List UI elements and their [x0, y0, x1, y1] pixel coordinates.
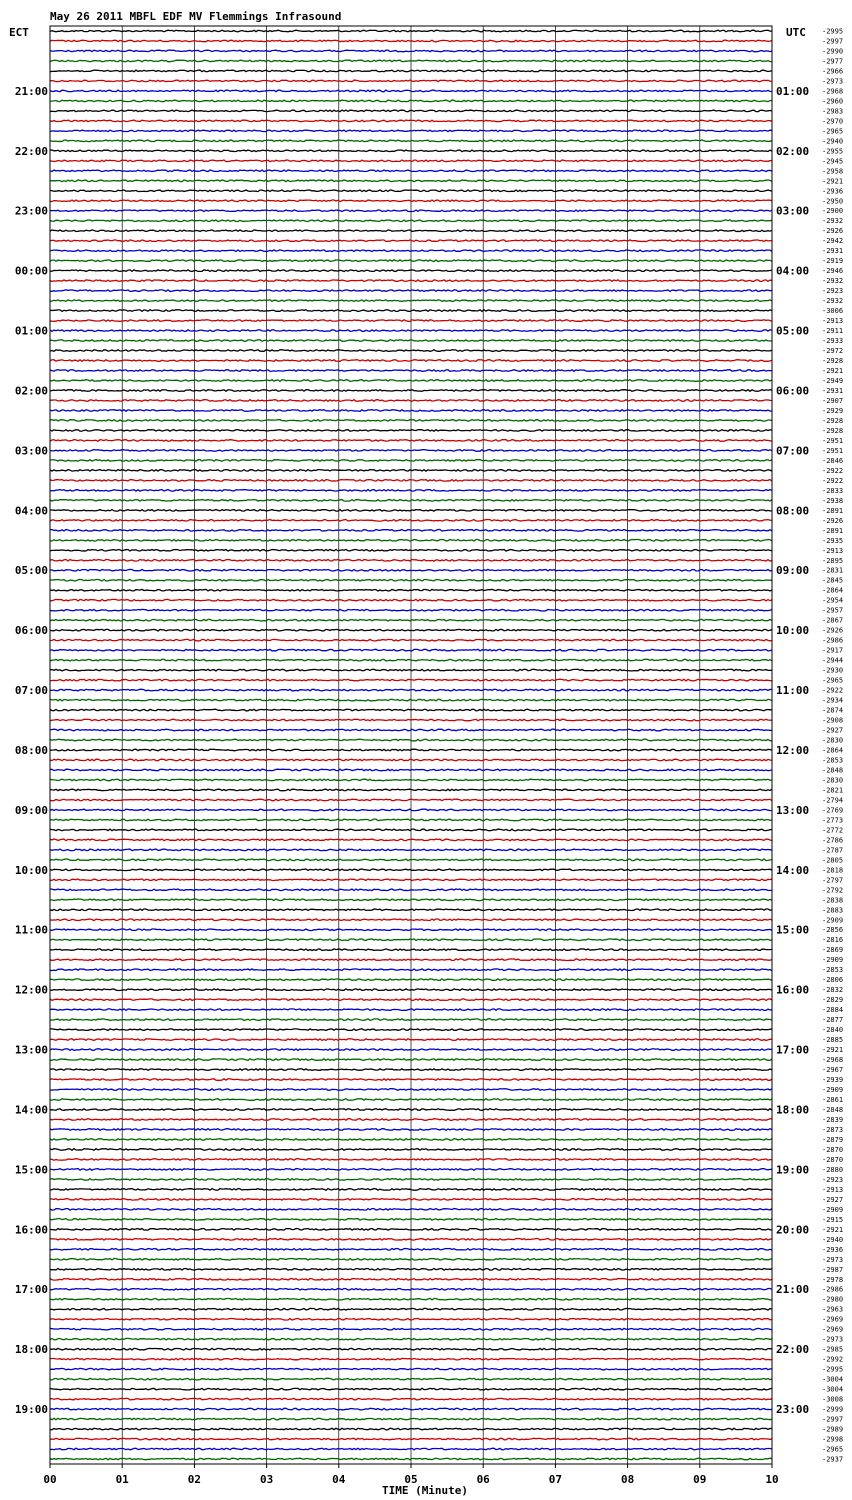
trace-value-label: -2965 — [822, 127, 844, 136]
trace-value-label: -2969 — [822, 1325, 844, 1334]
trace-value-label: -2867 — [822, 616, 844, 625]
trace-line — [50, 490, 772, 492]
trace-value-label: -2922 — [822, 466, 844, 475]
trace-value-label: -2978 — [822, 1275, 844, 1284]
trace-value-label: -2913 — [822, 317, 844, 326]
ect-hour-label: 04:00 — [14, 504, 48, 518]
trace-line — [50, 979, 772, 981]
trace-value-label: -2921 — [822, 367, 844, 376]
trace-value-label: -2877 — [822, 1016, 844, 1025]
trace-value-labels — [822, 27, 843, 1463]
trace-line — [50, 470, 772, 472]
utc-hour-label: 23:00 — [776, 1403, 810, 1417]
trace-value-label: -2936 — [822, 1245, 844, 1254]
utc-hour-label: 17:00 — [776, 1043, 810, 1057]
trace-value-label: -2999 — [822, 1405, 844, 1414]
trace-value-label: -2986 — [822, 636, 844, 645]
utc-hour-label: 01:00 — [776, 84, 810, 98]
trace-value-label: -2839 — [822, 1115, 844, 1124]
trace-line — [50, 320, 772, 322]
trace-value-label: -2853 — [822, 966, 844, 975]
ect-hour-label: 12:00 — [14, 983, 48, 997]
trace-value-label: -2963 — [822, 1305, 844, 1314]
trace-value-label: -2794 — [822, 796, 844, 805]
utc-hour-label: 20:00 — [776, 1223, 810, 1237]
trace-line — [50, 1378, 772, 1380]
trace-line — [50, 1348, 772, 1350]
utc-hour-label: 07:00 — [776, 444, 810, 458]
trace-line — [50, 619, 772, 621]
trace-value-label: -2909 — [822, 916, 844, 925]
trace-value-label: -2966 — [822, 67, 844, 76]
trace-line — [50, 350, 772, 352]
trace-value-label: -3004 — [822, 1375, 844, 1384]
trace-value-label: -3008 — [822, 1395, 844, 1404]
trace-line — [50, 809, 772, 811]
trace-line — [50, 1169, 772, 1171]
trace-value-label: -2931 — [822, 386, 844, 395]
ect-hour-label: 23:00 — [14, 204, 48, 218]
trace-value-label: -2940 — [822, 1235, 844, 1244]
x-tick-label: 06 — [476, 1473, 490, 1486]
trace-value-label: -2927 — [822, 1195, 844, 1204]
trace-line — [50, 1199, 772, 1201]
trace-line — [50, 829, 772, 831]
trace-line — [50, 410, 772, 412]
trace-value-label: -2926 — [822, 227, 844, 236]
trace-value-label: -2829 — [822, 996, 844, 1005]
trace-value-label: -2972 — [822, 347, 844, 356]
trace-value-label: -2997 — [822, 1415, 844, 1424]
trace-value-label: -2926 — [822, 626, 844, 635]
trace-value-label: -2885 — [822, 1036, 844, 1045]
trace-line — [50, 869, 772, 871]
ect-hour-label: 22:00 — [14, 144, 48, 158]
utc-hour-label: 18:00 — [776, 1103, 810, 1117]
utc-hour-label: 21:00 — [776, 1283, 810, 1297]
trace-value-label: -3006 — [822, 307, 844, 316]
trace-value-label: -2922 — [822, 476, 844, 485]
trace-value-label: -2926 — [822, 516, 844, 525]
trace-value-label: -2970 — [822, 117, 844, 126]
utc-hour-label: 15:00 — [776, 923, 810, 937]
trace-value-label: -2949 — [822, 377, 844, 386]
ect-hour-label: 11:00 — [14, 923, 48, 937]
trace-value-label: -2938 — [822, 496, 844, 505]
trace-value-label: -2967 — [822, 1066, 844, 1075]
trace-value-label: -2936 — [822, 187, 844, 196]
trace-value-label: -2973 — [822, 1335, 844, 1344]
trace-value-label: -2919 — [822, 257, 844, 266]
utc-hour-label: 04:00 — [776, 264, 810, 278]
utc-hour-label: 10:00 — [776, 624, 810, 638]
trace-line — [50, 500, 772, 502]
trace-value-label: -2913 — [822, 546, 844, 555]
trace-value-label: -2939 — [822, 1076, 844, 1085]
x-tick-label: 08 — [620, 1473, 635, 1486]
x-tick-label: 03 — [259, 1473, 274, 1486]
trace-line — [50, 1368, 772, 1370]
ect-hour-label: 02:00 — [14, 384, 48, 398]
utc-hour-label: 16:00 — [776, 983, 810, 997]
trace-value-label: -2928 — [822, 426, 844, 435]
trace-value-label: -2997 — [822, 37, 844, 46]
trace-value-label: -2955 — [822, 147, 844, 156]
trace-value-label: -2968 — [822, 1056, 844, 1065]
trace-value-label: -2870 — [822, 1145, 844, 1154]
trace-value-label: -2908 — [822, 716, 844, 725]
trace-value-label: -2930 — [822, 666, 844, 675]
trace-value-label: -2840 — [822, 1026, 844, 1035]
trace-value-label: -2845 — [822, 576, 844, 585]
trace-line — [50, 899, 772, 901]
trace-line — [50, 589, 772, 591]
trace-value-label: -2945 — [822, 157, 844, 166]
x-tick-label: 10 — [765, 1473, 779, 1486]
x-axis-label: TIME (Minute) — [381, 1484, 469, 1497]
trace-value-label: -2848 — [822, 766, 844, 775]
trace-value-label: -2927 — [822, 726, 844, 735]
trace-value-label: -2980 — [822, 1295, 844, 1304]
trace-value-label: -2995 — [822, 27, 844, 36]
ect-hour-label: 10:00 — [14, 863, 48, 877]
trace-value-label: -2806 — [822, 976, 844, 985]
trace-value-label: -2923 — [822, 1175, 844, 1184]
trace-value-label: -2773 — [822, 816, 844, 825]
x-tick-labels — [43, 1464, 778, 1486]
trace-value-label: -2848 — [822, 1105, 844, 1114]
utc-hour-label: 02:00 — [776, 144, 810, 158]
ect-hour-label: 13:00 — [14, 1043, 48, 1057]
trace-value-label: -2869 — [822, 946, 844, 955]
trace-value-label: -2935 — [822, 536, 844, 545]
trace-value-label: -2805 — [822, 856, 844, 865]
x-tick-label: 00 — [43, 1473, 57, 1486]
trace-value-label: -2787 — [822, 846, 844, 855]
trace-line — [50, 30, 772, 32]
ect-hour-label: 15:00 — [14, 1163, 48, 1177]
ect-hour-label: 05:00 — [14, 564, 48, 578]
x-tick-label: 09 — [693, 1473, 707, 1486]
trace-value-label: -2873 — [822, 1125, 844, 1134]
trace-value-label: -2830 — [822, 776, 844, 785]
ect-hour-label: 18:00 — [14, 1343, 48, 1357]
trace-value-label: -2909 — [822, 956, 844, 965]
trace-line — [50, 1249, 772, 1251]
trace-line — [50, 1159, 772, 1161]
chart-title: May 26 2011 MBFL EDF MV Flemmings Infrasound — [50, 10, 342, 23]
trace-line — [50, 949, 772, 951]
trace-value-label: -2909 — [822, 1205, 844, 1214]
x-tick-label: 05 — [404, 1473, 418, 1486]
ect-hour-label: 08:00 — [14, 743, 48, 757]
trace-line — [50, 130, 772, 132]
ect-hour-label: 16:00 — [14, 1223, 48, 1237]
trace-value-label: -2861 — [822, 1096, 844, 1105]
trace-value-label: -2921 — [822, 177, 844, 186]
trace-value-label: -2856 — [822, 926, 844, 935]
trace-value-label: -2995 — [822, 1365, 844, 1374]
trace-value-label: -2870 — [822, 1155, 844, 1164]
trace-value-label: -2821 — [822, 786, 844, 795]
trace-value-label: -2965 — [822, 676, 844, 685]
trace-value-label: -2933 — [822, 337, 844, 346]
trace-value-label: -2832 — [822, 986, 844, 995]
trace-line — [50, 1279, 772, 1281]
trace-value-label: -2891 — [822, 526, 844, 535]
trace-value-label: -2957 — [822, 606, 844, 615]
trace-value-label: -2934 — [822, 696, 844, 705]
trace-value-label: -2965 — [822, 1445, 844, 1454]
trace-value-label: -2880 — [822, 1165, 844, 1174]
trace-value-label: -2909 — [822, 1086, 844, 1095]
trace-value-label: -2922 — [822, 686, 844, 695]
trace-line — [50, 530, 772, 532]
trace-value-label: -2928 — [822, 357, 844, 366]
x-tick-label: 04 — [332, 1473, 346, 1486]
ect-hour-label: 14:00 — [14, 1103, 48, 1117]
trace-value-label: -2951 — [822, 436, 844, 445]
ect-hour-label: 00:00 — [14, 264, 48, 278]
trace-line — [50, 929, 772, 931]
utc-hour-label: 19:00 — [776, 1163, 810, 1177]
ect-hour-label: 09:00 — [14, 803, 48, 817]
trace-line — [50, 230, 772, 232]
trace-value-label: -2797 — [822, 876, 844, 885]
trace-value-label: -2932 — [822, 217, 844, 226]
utc-hour-label: 22:00 — [776, 1343, 810, 1357]
utc-hour-labels — [776, 85, 809, 1416]
trace-value-label: -2769 — [822, 806, 844, 815]
trace-value-label: -2942 — [822, 237, 844, 246]
trace-value-label: -2932 — [822, 277, 844, 286]
trace-value-label: -2951 — [822, 446, 844, 455]
utc-hour-label: 14:00 — [776, 863, 810, 877]
trace-value-label: -2973 — [822, 1255, 844, 1264]
trace-value-label: -2907 — [822, 396, 844, 405]
trace-value-label: -2969 — [822, 1315, 844, 1324]
trace-value-label: -2864 — [822, 746, 844, 755]
trace-value-label: -2958 — [822, 167, 844, 176]
trace-line — [50, 609, 772, 611]
trace-value-label: -2954 — [822, 596, 844, 605]
utc-hour-label: 03:00 — [776, 204, 810, 218]
trace-line — [50, 999, 772, 1001]
utc-hour-label: 13:00 — [776, 803, 810, 817]
trace-value-label: -2830 — [822, 736, 844, 745]
trace-value-label: -2986 — [822, 1285, 844, 1294]
trace-value-label: -2911 — [822, 327, 844, 336]
trace-line — [50, 140, 772, 142]
trace-value-label: -2929 — [822, 406, 844, 415]
trace-value-label: -2921 — [822, 1225, 844, 1234]
utc-axis-label: UTC — [786, 26, 806, 39]
utc-hour-label: 12:00 — [776, 743, 810, 757]
trace-value-label: -2968 — [822, 87, 844, 96]
trace-value-label: -2853 — [822, 756, 844, 765]
trace-value-label: -2923 — [822, 287, 844, 296]
trace-value-label: -2846 — [822, 456, 844, 465]
trace-line — [50, 959, 772, 961]
trace-value-label: -2864 — [822, 586, 844, 595]
trace-value-label: -2921 — [822, 1046, 844, 1055]
trace-line — [50, 520, 772, 522]
trace-value-label: -2932 — [822, 297, 844, 306]
trace-value-label: -2940 — [822, 137, 844, 146]
trace-line — [50, 510, 772, 512]
ect-hour-label: 06:00 — [14, 624, 48, 638]
utc-hour-label: 09:00 — [776, 564, 810, 578]
trace-value-label: -2944 — [822, 656, 844, 665]
trace-line — [50, 1458, 772, 1460]
trace-line — [50, 729, 772, 731]
trace-value-label: -2874 — [822, 706, 844, 715]
trace-line — [50, 659, 772, 661]
trace-line — [50, 1289, 772, 1291]
ect-hour-label: 03:00 — [14, 444, 48, 458]
trace-value-label: -2772 — [822, 826, 844, 835]
trace-value-label: -2915 — [822, 1215, 844, 1224]
utc-hour-label: 08:00 — [776, 504, 810, 518]
trace-value-label: -2998 — [822, 1435, 844, 1444]
trace-value-label: -2895 — [822, 556, 844, 565]
trace-value-label: -2818 — [822, 866, 844, 875]
trace-value-label: -2833 — [822, 486, 844, 495]
trace-value-label: -2831 — [822, 566, 844, 575]
trace-value-label: -2792 — [822, 886, 844, 895]
trace-value-label: -2879 — [822, 1135, 844, 1144]
x-tick-label: 01 — [115, 1473, 129, 1486]
trace-value-label: -3004 — [822, 1385, 844, 1394]
trace-value-label: -2950 — [822, 197, 844, 206]
trace-line — [50, 150, 772, 152]
trace-line — [50, 1259, 772, 1261]
ect-hour-label: 17:00 — [14, 1283, 48, 1297]
ect-hour-label: 19:00 — [14, 1403, 48, 1417]
trace-value-label: -2891 — [822, 506, 844, 515]
ect-hour-label: 07:00 — [14, 684, 48, 698]
trace-line — [50, 769, 772, 771]
trace-line — [50, 560, 772, 562]
x-tick-label: 02 — [187, 1473, 202, 1486]
ect-hour-labels — [15, 85, 48, 1416]
trace-line — [50, 879, 772, 881]
x-tick-label: 07 — [548, 1473, 563, 1486]
trace-value-label: -2989 — [822, 1425, 844, 1434]
time-gridlines — [122, 26, 700, 1464]
trace-value-label: -2816 — [822, 936, 844, 945]
utc-hour-label: 11:00 — [776, 684, 810, 698]
trace-value-label: -2992 — [822, 1355, 844, 1364]
trace-value-label: -2973 — [822, 77, 844, 86]
trace-value-label: -2983 — [822, 107, 844, 116]
ect-hour-label: 21:00 — [14, 84, 48, 98]
trace-value-label: -2917 — [822, 646, 844, 655]
trace-value-label: -2928 — [822, 416, 844, 425]
trace-value-label: -2786 — [822, 836, 844, 845]
utc-hour-label: 05:00 — [776, 324, 810, 338]
trace-line — [50, 1338, 772, 1340]
trace-value-label: -2913 — [822, 1185, 844, 1194]
ect-hour-label: 01:00 — [14, 324, 48, 338]
trace-value-label: -2838 — [822, 896, 844, 905]
trace-value-label: -2987 — [822, 1265, 844, 1274]
trace-line — [50, 40, 772, 42]
trace-value-label: -2883 — [822, 906, 844, 915]
trace-value-label: -2960 — [822, 97, 844, 106]
trace-value-label: -2977 — [822, 57, 844, 66]
trace-value-label: -2931 — [822, 247, 844, 256]
trace-value-label: -2937 — [822, 1455, 844, 1464]
utc-hour-label: 06:00 — [776, 384, 810, 398]
trace-value-label: -2985 — [822, 1345, 844, 1354]
trace-value-label: -2900 — [822, 207, 844, 216]
trace-line — [50, 1069, 772, 1071]
trace-value-label: -2946 — [822, 267, 844, 276]
trace-value-label: -2990 — [822, 47, 844, 56]
trace-line — [50, 550, 772, 552]
trace-value-label: -2884 — [822, 1006, 844, 1015]
ect-axis-label: ECT — [9, 26, 29, 39]
